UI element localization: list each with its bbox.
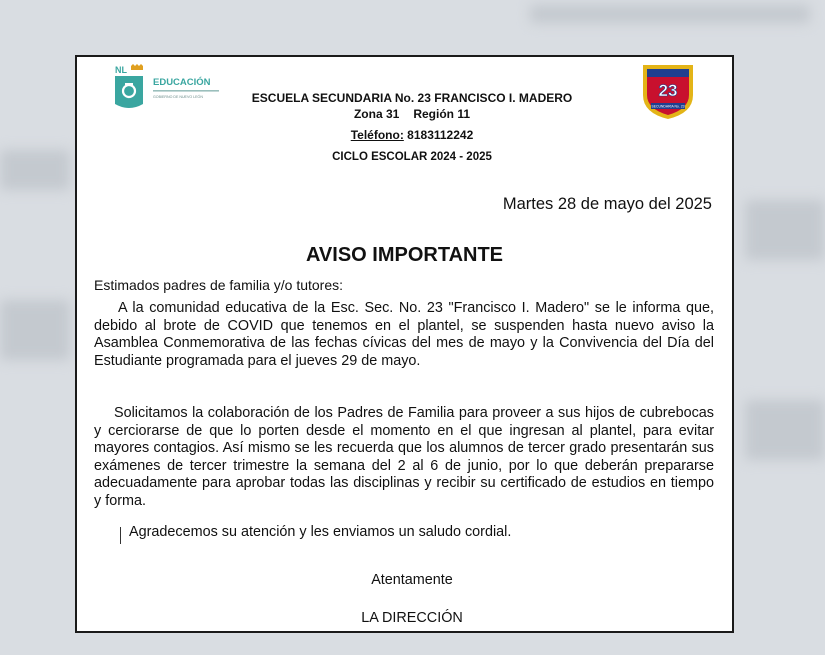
background-blur <box>745 200 825 260</box>
notice-title: AVISO IMPORTANTE <box>305 244 504 266</box>
background-blur <box>530 5 810 23</box>
paragraph-suspension: A la comunidad educativa de la Esc. Sec. No. 23 "Francisco I. Madero" se le informa que, debido al brote de COVID que tenemos en el plantel, se suspenden hasta nuevo aviso la Asamblea Conmemorativa de las fechas cívicas del mes de mayo y la Convivencia del Día del Estudiante programada para el jueves 29 de mayo. <box>94 300 714 369</box>
greeting: Estimados padres de familia y/o tutores: <box>94 277 344 293</box>
region-text: Región 11 <box>413 107 471 121</box>
paragraph-request: Solicitamos la colaboración de los Padres de Familia para proveer a sus hijos de cubrebocas y cerciorarse de que lo porten desde el momento en el que ingresan al plantel, para evitar mayores contagios. Así mismo se les recuerda que los alumnos de tercer grado presentarán sus exámenes de tercer trimestre la semana del 2 al 6 de junio, por lo que deberán prepararse adecuadamente para aprobar todas las disciplinas y recibir su certificado de estudios en tiempo y forma. <box>94 405 714 509</box>
school-name: ESCUELA SECUNDARIA No. 23 FRANCISCO I. MADERO <box>251 91 573 105</box>
shield-ribbon-text: SECUNDARIA No. 23 <box>651 104 685 109</box>
notice-document <box>75 55 734 633</box>
notice-date: Martes 28 de mayo del 2025 <box>502 195 712 213</box>
zone-text: Zona 31 <box>353 107 400 121</box>
closing: Atentamente <box>371 572 453 588</box>
paragraph-thanks <box>119 524 679 542</box>
phone-line <box>77 128 747 142</box>
phone-number: 8183112242 <box>403 128 474 142</box>
background-blur <box>0 300 70 360</box>
background-blur <box>0 150 70 190</box>
phone-label: Teléfono: <box>350 128 404 142</box>
crown-icon <box>131 64 143 70</box>
signature: LA DIRECCIÓN <box>361 610 463 626</box>
school-cycle: CICLO ESCOLAR 2024 - 2025 <box>332 151 492 163</box>
logo-nl-text: NL <box>115 65 127 75</box>
background-blur <box>745 400 825 460</box>
logo-sub-text: GOBIERNO DE NUEVO LEÓN <box>153 95 203 99</box>
thanks-text: Agradecemos su atención y les enviamos un saludo cordial. <box>129 524 512 540</box>
shield-number: 23 <box>658 81 678 100</box>
logo-brand-text: EDUCACIÓN <box>153 77 211 88</box>
